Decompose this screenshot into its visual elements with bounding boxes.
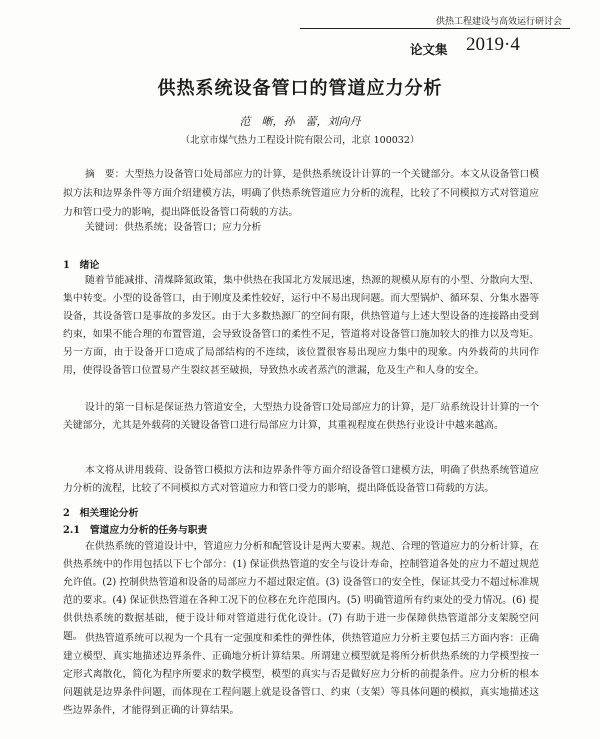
paragraph-1: 随着节能减排、清煤降氮政策，集中供热在我国北方发展迅速，热源的规模从原有的小型、分散向大型、集中转变。小型的设备管口，由于刚度及柔性较好，运行中不易出现问题。而大型锅炉、循环泵、分集水器等设备，其设备管口是事故的多发区。由于大多数热源厂的空间有限，供热管道与上述大型设备的连接路由受到约束，如果不能合理的布置管道，会导致设备管口的柔性不足，管道将对设备管口施加较大的推力以及弯矩。另一方面，由于设备开口造成了局部结构的不连续，该位置很容易出现应力集中的现象。内外载荷的共同作用，使得设备管口位置易产生裂纹甚至破损，导致热水或者蒸汽的泄漏，危及生产和人身的安全。 xyxy=(63,275,539,376)
paragraph-5: 供热管道系统可以视为一个具有一定强度和柔性的弹性体，供热管道应力分析主要包括三方面内容：正确建立模型、真实地描述边界条件、正确地分析计算结果。所谓建立模型就是将所分析供热系统的力学模型按一定形式离散化，简化为程序所要求的数学模型，模型的真实与否是做好应力分析的前提条件。应力分析的根本问题就是边界条件问题，而体现在工程问题上就是设备管口、约束（支架）等具体问题的模拟，真实地描述这些边界条件，才能得到正确的计算结果。 xyxy=(63,633,539,716)
paragraph-4: 在供热系统的管道设计中，管道应力分析和配管设计是两大要素。规范、合理的管道应力的分析计算，在供热系统中的作用包括以下七个部分：(1) 保证供热管道的安全与设计寿命，控制管道各处的应力不超过规范允许值。(2) 控制供热管道和设备的局部应力不超过限定值。(3) 设备管口的安全性，保证其受力不超过标准规范的要求。(4) 保证供热管道在各种工况下的位移在允许范围内。(5) 明确管道所有约束处的受力情况。(6) 提供供热系统的数据基础，便于设计师对管道进行优化设计。(7) 有助于进一步保障供热管道部分支架脱空问题。 xyxy=(63,541,539,642)
issue-year: 2019·4 xyxy=(466,34,520,55)
abstract: 摘 要：大型热力设备管口处局部应力的计算，是供热系统设计计算的一个关键部分。本文从设备管口模拟方法和边界条件等方面介绍建模方法，明确了供热系统管道应力分析的流程，比较了不同模拟方式对管道应力和管口受力的影响，提出降低设备管口荷载的方法。 xyxy=(63,169,539,218)
section-heading-2: 2 相关理论分析 xyxy=(63,508,139,519)
section-heading-1: 1 绪论 xyxy=(63,260,100,271)
header-rule xyxy=(300,28,570,29)
paragraph-3: 本文将从讲用载荷、设备管口模拟方法和边界条件等方面介绍设备管口建模方法，明确了供热系统管道应力分析的流程，比较了不同模拟方式对管道应力和管口受力的影响，提出降低设备管口荷载的方法。 xyxy=(63,465,539,494)
authors: 范 晰，孙 蕾，刘向丹 xyxy=(239,115,361,128)
affiliation: （北京市煤气热力工程设计院有限公司，北京 100032） xyxy=(180,135,420,146)
paragraph-2: 设计的第一目标是保证热力管道安全，大型热力设备管口处局部应力的计算，是厂站系统设计计算的一个关键部分，尤其是外载荷的关键设备管口进行局部应力计算，其重视程度在供热行业设计中越来越高。 xyxy=(63,402,539,431)
keywords: 关键词：供热系统；设备管口；应力分析 xyxy=(85,222,262,233)
paper-title: 供热系统设备管口的管道应力分析 xyxy=(157,78,443,99)
collection-label: 论文集 xyxy=(410,42,448,57)
subsection-heading-2-1: 2.1 管道应力分析的任务与职责 xyxy=(63,525,208,536)
journal-header: 供热工程建设与高效运行研讨会 xyxy=(435,17,562,27)
